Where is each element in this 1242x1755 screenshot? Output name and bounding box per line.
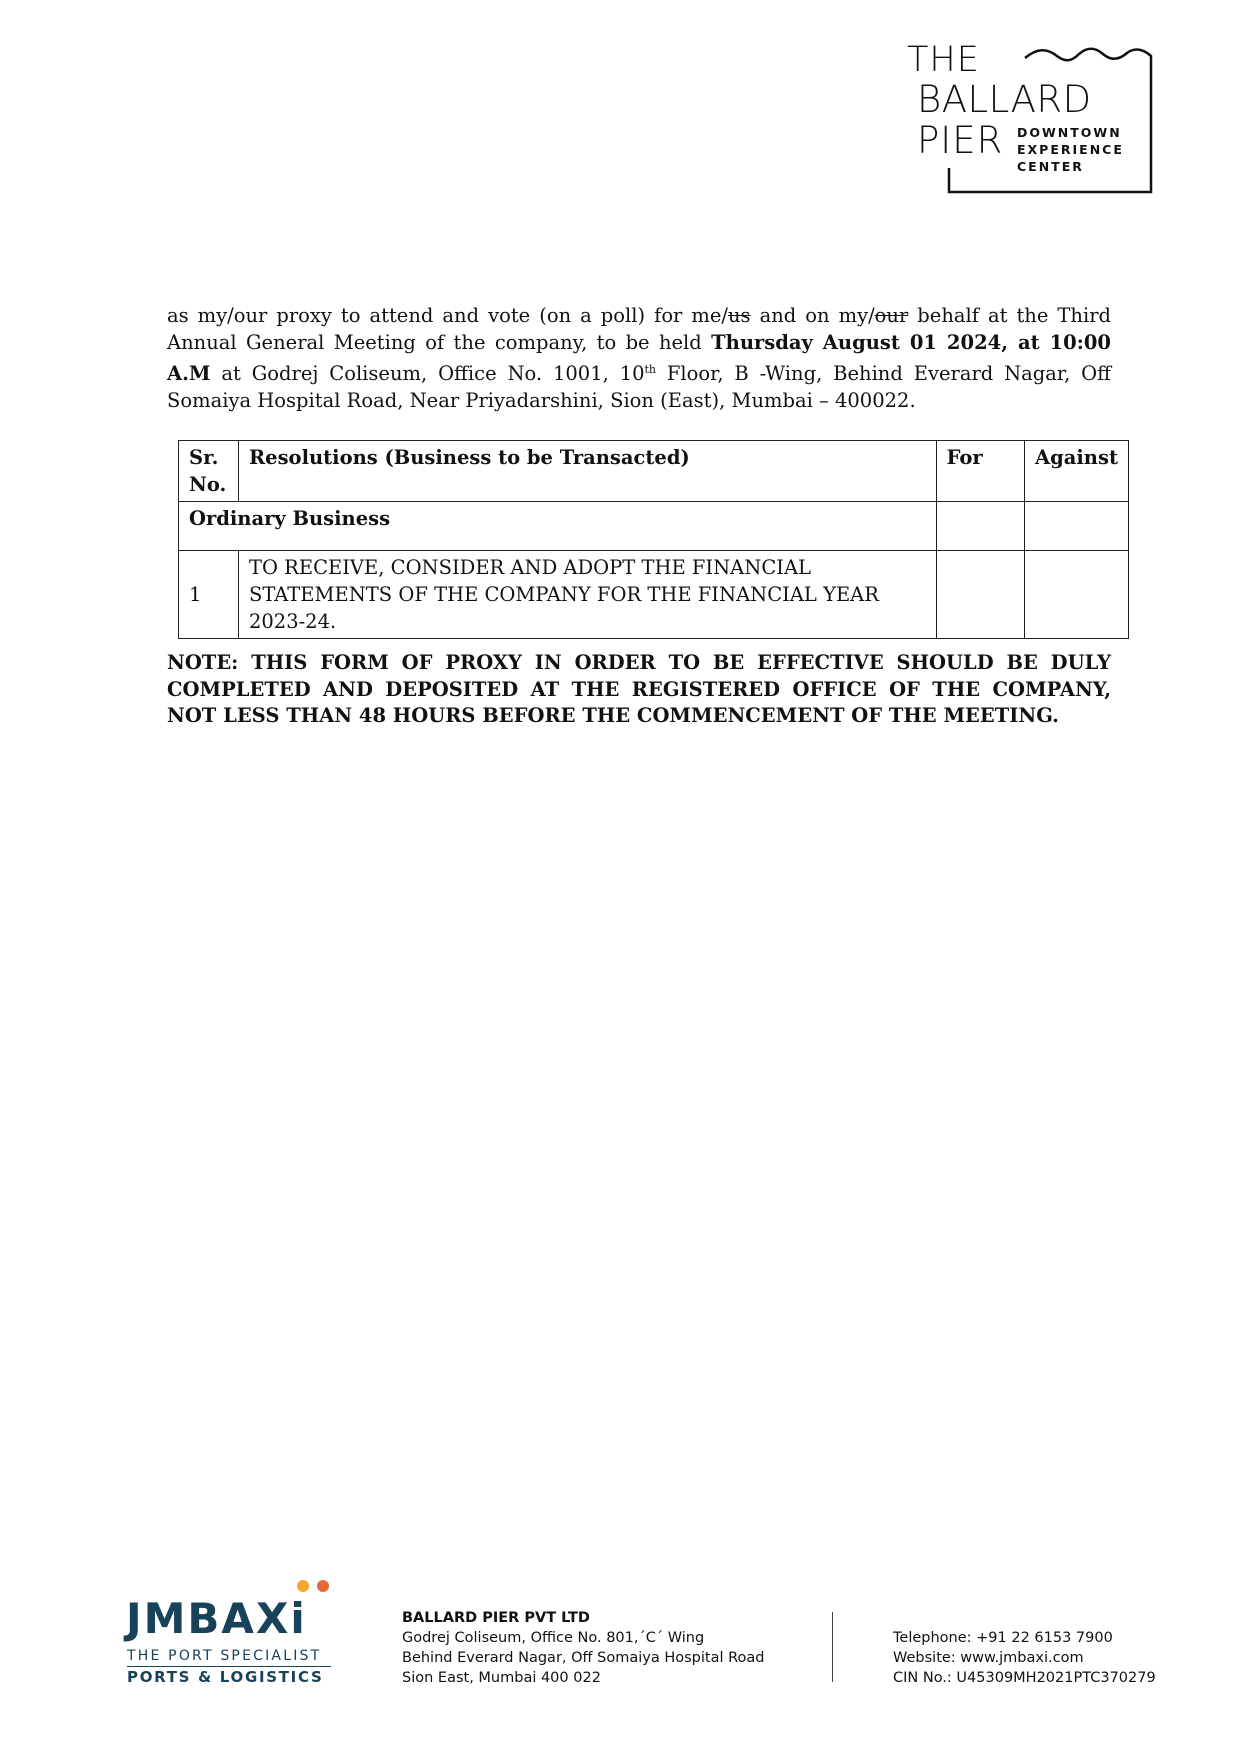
footer-company-name: BALLARD PIER PVT LTD (402, 1610, 590, 1626)
header-sr-no: Sr. No. (179, 441, 239, 502)
logo-ballard: BALLARD (917, 78, 1092, 121)
logo-subline: PORTS & LOGISTICS (127, 1668, 324, 1686)
floor-superscript: th (644, 363, 657, 376)
jmbaxi-logo (126, 1578, 336, 1688)
logo-pier: PIER (917, 119, 1004, 162)
row-sr-no: 1 (179, 551, 239, 639)
intro-text-3: behalf at the Third Annual General Meeting of the company, to be held (167, 304, 1112, 354)
logo-the: THE (907, 40, 980, 80)
logo-divider (127, 1666, 331, 1667)
row-for-cell[interactable] (936, 551, 1024, 639)
section-row (179, 502, 1129, 551)
header-resolutions: Resolutions (Business to be Transacted) (238, 441, 936, 502)
intro-text-5: Floor, B -Wing, Behind Everard Nagar, Off Somaiya Hospital Road, Near Priyadarshini, Sion (East), Mumbai – 400022. (167, 362, 1112, 412)
ballard-pier-logo (905, 40, 1165, 200)
footer-address (402, 1608, 764, 1688)
footer-address-line1: Godrej Coliseum, Office No. 801,´C´ Wing (402, 1630, 705, 1646)
table-header-row (179, 441, 1129, 502)
resolutions-table (178, 440, 1129, 639)
meeting-date: Thursday August 01 2024, at 10:00 A.M (167, 331, 1111, 385)
logo-dots-icon (296, 1578, 336, 1594)
footer-address-line3: Sion East, Mumbai 400 022 (402, 1670, 601, 1686)
section-against-cell (1025, 502, 1129, 551)
row-against-cell[interactable] (1025, 551, 1129, 639)
logo-jmbaxi-name: JMBAXi (126, 1594, 307, 1643)
logo-sub-center: CENTER (1017, 159, 1084, 174)
footer-address-line2: Behind Everard Nagar, Off Somaiya Hospital Road (402, 1650, 765, 1666)
footer-cin: CIN No.: U45309MH2021PTC370279 (893, 1670, 1156, 1686)
logo-tagline: THE PORT SPECIALIST (127, 1648, 322, 1664)
intro-struck-our: our (874, 304, 909, 327)
proxy-intro-paragraph (167, 302, 1111, 414)
header-for: For (936, 441, 1024, 502)
intro-text-2: and on my/ (750, 304, 875, 327)
footer-divider (832, 1612, 833, 1682)
proxy-note: NOTE: THIS FORM OF PROXY IN ORDER TO BE EFFECTIVE SHOULD BE DULY COMPLETED AND DEPOSITED AT THE REGISTERED OFFICE OF THE COMPANY, NOT LESS THAN 48 HOURS BEFORE THE COMMENCEMENT OF THE MEETING. (167, 651, 1111, 727)
row-resolution: TO RECEIVE, CONSIDER AND ADOPT THE FINANCIAL STATEMENTS OF THE COMPANY FOR THE FINANCIAL YEAR 2023-24. (238, 551, 936, 639)
intro-struck-us: us (728, 304, 751, 327)
footer-telephone: Telephone: +91 22 6153 7900 (893, 1630, 1113, 1646)
footer-contact (893, 1628, 1156, 1688)
intro-text-4: at Godrej Coliseum, Office No. 1001, 10 (210, 362, 645, 385)
logo-sub-downtown: DOWNTOWN (1017, 125, 1122, 140)
header-against: Against (1025, 441, 1129, 502)
footer-website[interactable]: Website: www.jmbaxi.com (893, 1650, 1084, 1666)
section-ordinary-business: Ordinary Business (179, 502, 937, 551)
intro-text-1: as my/our proxy to attend and vote (on a poll) for me/ (167, 304, 728, 327)
logo-sub-experience: EXPERIENCE (1017, 142, 1124, 157)
table-row (179, 551, 1129, 639)
section-for-cell (936, 502, 1024, 551)
